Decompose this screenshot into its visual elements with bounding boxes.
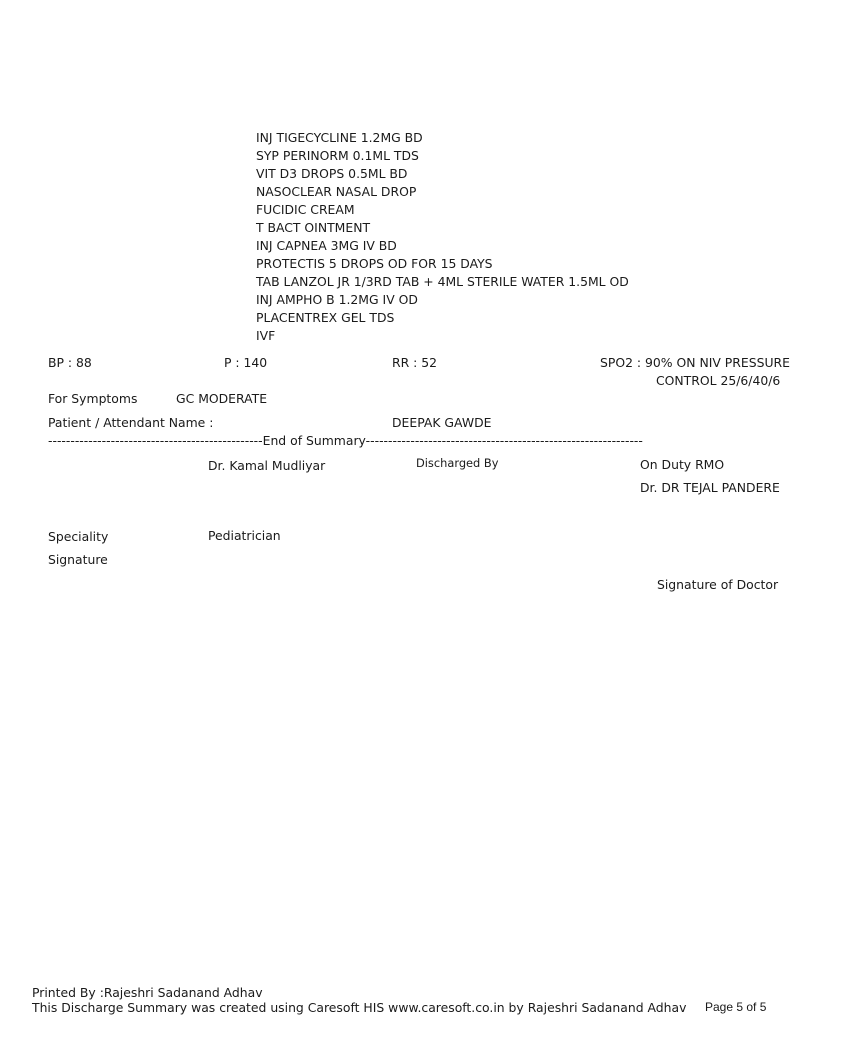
discharged-by-label: Discharged By [416, 456, 499, 470]
symptoms-label: For Symptoms [48, 391, 138, 406]
consultant-name: Dr. Kamal Mudliyar [208, 458, 326, 473]
bp-value: BP : 88 [48, 355, 92, 370]
page-number: Page 5 of 5 [705, 1000, 767, 1014]
spo2-value-line2: CONTROL 25/6/40/6 [656, 373, 781, 388]
rmo-label: On Duty RMO [640, 457, 725, 472]
medication-item: SYP PERINORM 0.1ML TDS [256, 148, 419, 163]
medication-item: NASOCLEAR NASAL DROP [256, 184, 417, 199]
medication-list [256, 129, 629, 345]
created-using-note: This Discharge Summary was created using Caresoft HIS www.caresoft.co.in by Rajeshri Sadanand Adhav [32, 1000, 687, 1015]
spo2-value-line1: SPO2 : 90% ON NIV PRESSURE [600, 355, 790, 370]
attendant-name: DEEPAK GAWDE [392, 415, 492, 430]
divider-right-dashes: -------------------------------------------------------------- [365, 433, 643, 448]
medication-item: FUCIDIC CREAM [256, 202, 355, 217]
medication-item: T BACT OINTMENT [256, 220, 371, 235]
medication-item: VIT D3 DROPS 0.5ML BD [256, 166, 408, 181]
signature-label: Signature [48, 552, 108, 567]
medication-item: INJ AMPHO B 1.2MG IV OD [256, 292, 418, 307]
attendant-label: Patient / Attendant Name : [48, 415, 214, 430]
medication-item: INJ TIGECYCLINE 1.2MG BD [256, 130, 423, 145]
medication-item: IVF [256, 328, 276, 343]
symptoms-value: GC MODERATE [176, 391, 268, 406]
medication-item: PLACENTREX GEL TDS [256, 310, 395, 325]
pulse-value: P : 140 [224, 355, 268, 370]
medication-item: INJ CAPNEA 3MG IV BD [256, 238, 397, 253]
printed-by: Printed By :Rajeshri Sadanand Adhav [32, 985, 263, 1000]
divider-left-dashes: ------------------------------------------------ [48, 433, 263, 448]
medication-item: PROTECTIS 5 DROPS OD FOR 15 DAYS [256, 256, 493, 271]
doctor-signature-label: Signature of Doctor [657, 577, 779, 592]
rmo-name: Dr. DR TEJAL PANDERE [640, 480, 780, 495]
end-of-summary-text: End of Summary [262, 433, 366, 448]
speciality-value: Pediatrician [208, 528, 281, 543]
medication-item: TAB LANZOL JR 1/3RD TAB + 4ML STERILE WATER 1.5ML OD [256, 274, 629, 289]
end-of-summary-divider [48, 433, 643, 448]
rr-value: RR : 52 [392, 355, 438, 370]
speciality-label: Speciality [48, 529, 109, 544]
